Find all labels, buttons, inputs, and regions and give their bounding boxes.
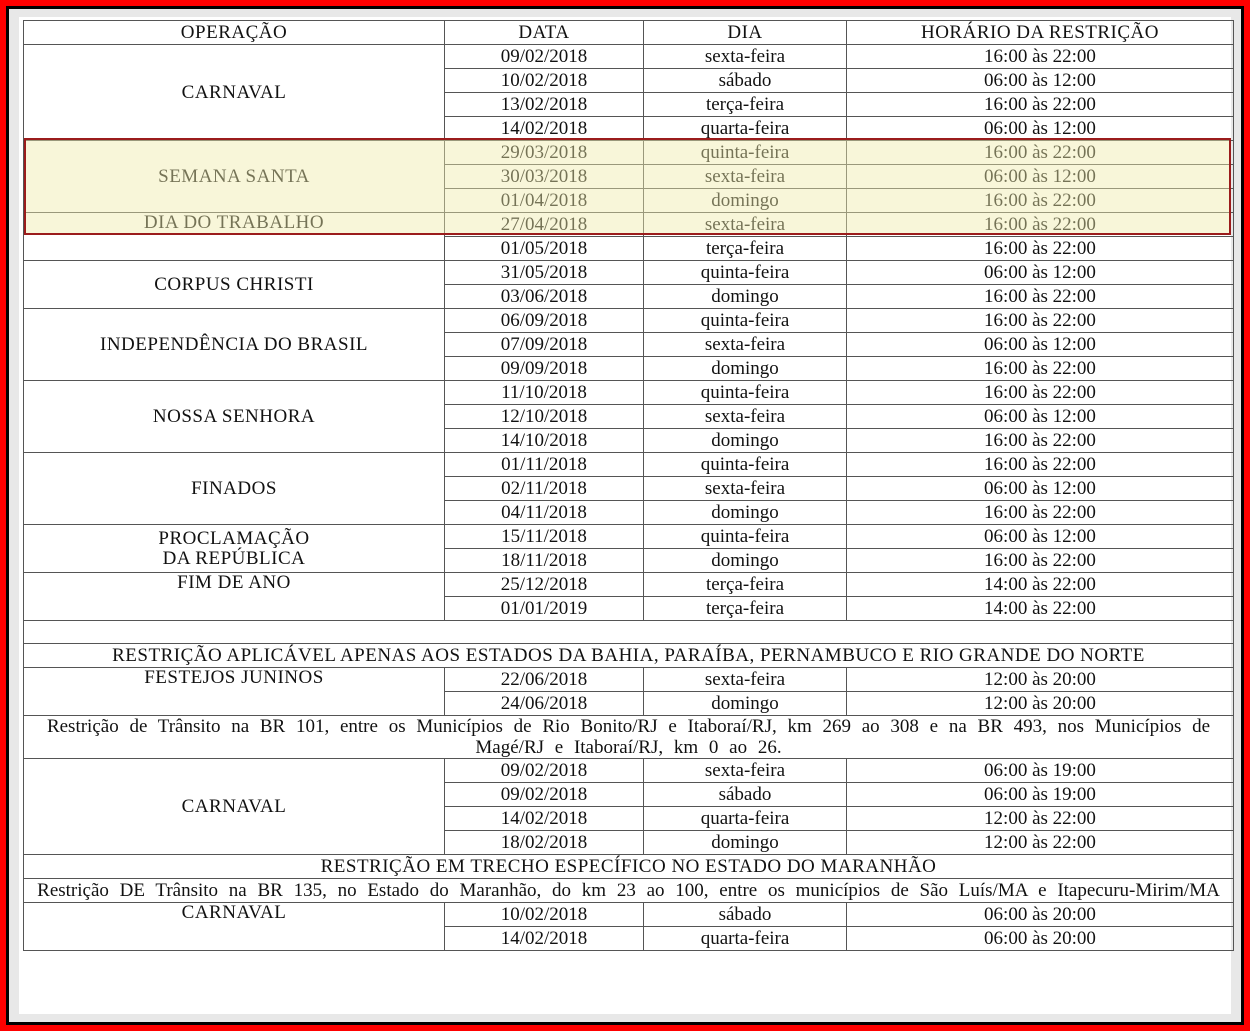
restriction-table	[23, 20, 1234, 951]
table-row	[24, 45, 1234, 69]
time-cell: 06:00 às 12:00	[847, 525, 1234, 549]
date-cell: 12/10/2018	[445, 405, 644, 429]
day-cell: terça-feira	[644, 573, 847, 597]
header-row	[24, 21, 1234, 45]
date-cell: 25/12/2018	[445, 573, 644, 597]
date-cell: 09/02/2018	[445, 759, 644, 783]
header-dia: DIA	[644, 21, 847, 45]
date-cell: 02/11/2018	[445, 477, 644, 501]
time-cell: 16:00 às 22:00	[847, 237, 1234, 261]
day-cell: quinta-feira	[644, 141, 847, 165]
day-cell: quinta-feira	[644, 309, 847, 333]
time-cell: 16:00 às 22:00	[847, 45, 1234, 69]
section-title-maranhao: RESTRIÇÃO EM TRECHO ESPECÍFICO NO ESTADO DO MARANHÃO	[24, 855, 1234, 879]
operation-name-line: DA REPÚBLICA	[162, 547, 306, 569]
day-cell: terça-feira	[644, 597, 847, 621]
time-cell: 06:00 às 19:00	[847, 759, 1234, 783]
day-cell: domingo	[644, 549, 847, 573]
full-width-row	[24, 879, 1234, 903]
time-cell: 06:00 às 12:00	[847, 69, 1234, 93]
operation-name	[24, 525, 445, 573]
day-cell: quinta-feira	[644, 453, 847, 477]
time-cell: 16:00 às 22:00	[847, 189, 1234, 213]
day-cell: quinta-feira	[644, 381, 847, 405]
operation-name: CARNAVAL	[24, 903, 445, 951]
operation-name: INDEPENDÊNCIA DO BRASIL	[24, 309, 445, 381]
operation-name: CARNAVAL	[24, 45, 445, 141]
time-cell: 06:00 às 12:00	[847, 477, 1234, 501]
note-ma: Restrição DE Trânsito na BR 135, no Estado do Maranhão, do km 23 ao 100, entre os municípios de São Luís/MA e Itapecuru-Mirim/MA	[24, 879, 1234, 903]
day-cell: sábado	[644, 903, 847, 927]
day-cell: sexta-feira	[644, 45, 847, 69]
section-title-states: RESTRIÇÃO APLICÁVEL APENAS AOS ESTADOS DA BAHIA, PARAÍBA, PERNAMBUCO E RIO GRANDE DO NORTE	[24, 644, 1234, 668]
table-row	[24, 213, 1234, 237]
time-cell: 12:00 às 22:00	[847, 831, 1234, 855]
time-cell: 12:00 às 22:00	[847, 807, 1234, 831]
time-cell: 06:00 às 20:00	[847, 903, 1234, 927]
date-cell: 07/09/2018	[445, 333, 644, 357]
operation-name: FINADOS	[24, 453, 445, 525]
header-data: DATA	[445, 21, 644, 45]
date-cell: 01/01/2019	[445, 597, 644, 621]
table-row	[24, 141, 1234, 165]
date-cell: 10/02/2018	[445, 69, 644, 93]
day-cell: domingo	[644, 692, 847, 716]
spacer-row	[24, 621, 1234, 644]
date-cell: 29/03/2018	[445, 141, 644, 165]
time-cell: 16:00 às 22:00	[847, 549, 1234, 573]
day-cell: sexta-feira	[644, 668, 847, 692]
day-cell: domingo	[644, 831, 847, 855]
header-operacao: OPERAÇÃO	[24, 21, 445, 45]
date-cell: 01/05/2018	[445, 237, 644, 261]
time-cell: 06:00 às 19:00	[847, 783, 1234, 807]
day-cell: sexta-feira	[644, 759, 847, 783]
operation-name: FESTEJOS JUNINOS	[24, 668, 445, 716]
date-cell: 14/10/2018	[445, 429, 644, 453]
full-width-row	[24, 621, 1234, 644]
time-cell: 14:00 às 22:00	[847, 597, 1234, 621]
operation-name: NOSSA SENHORA	[24, 381, 445, 453]
date-cell: 14/02/2018	[445, 117, 644, 141]
table-row	[24, 903, 1234, 927]
day-cell: sexta-feira	[644, 213, 847, 237]
full-width-row	[24, 855, 1234, 879]
day-cell: quarta-feira	[644, 807, 847, 831]
date-cell: 01/04/2018	[445, 189, 644, 213]
date-cell: 10/02/2018	[445, 903, 644, 927]
note-rj: Restrição de Trânsito na BR 101, entre os Municípios de Rio Bonito/RJ e Itaboraí/RJ, km 269 ao 308 e na BR 493, nos Municípios de Magé/RJ e Itaboraí/RJ, km 0 ao 26.	[24, 716, 1234, 759]
full-width-row	[24, 644, 1234, 668]
time-cell: 06:00 às 12:00	[847, 405, 1234, 429]
time-cell: 16:00 às 22:00	[847, 357, 1234, 381]
table-row	[24, 573, 1234, 597]
day-cell: sexta-feira	[644, 405, 847, 429]
date-cell: 09/02/2018	[445, 45, 644, 69]
date-cell: 31/05/2018	[445, 261, 644, 285]
operation-name: FIM DE ANO	[24, 573, 445, 621]
time-cell: 16:00 às 22:00	[847, 501, 1234, 525]
table-row	[24, 759, 1234, 783]
date-cell: 13/02/2018	[445, 93, 644, 117]
time-cell: 14:00 às 22:00	[847, 573, 1234, 597]
restriction-table-body	[24, 21, 1234, 951]
table-row	[24, 453, 1234, 477]
date-cell: 27/04/2018	[445, 213, 644, 237]
table-row	[24, 261, 1234, 285]
time-cell: 16:00 às 22:00	[847, 141, 1234, 165]
day-cell: domingo	[644, 285, 847, 309]
date-cell: 18/02/2018	[445, 831, 644, 855]
date-cell: 15/11/2018	[445, 525, 644, 549]
date-cell: 30/03/2018	[445, 165, 644, 189]
operation-name: CORPUS CHRISTI	[24, 261, 445, 309]
day-cell: sexta-feira	[644, 477, 847, 501]
day-cell: domingo	[644, 429, 847, 453]
day-cell: terça-feira	[644, 237, 847, 261]
date-cell: 01/11/2018	[445, 453, 644, 477]
day-cell: domingo	[644, 501, 847, 525]
date-cell: 06/09/2018	[445, 309, 644, 333]
date-cell: 14/02/2018	[445, 927, 644, 951]
time-cell: 16:00 às 22:00	[847, 381, 1234, 405]
operation-name: DIA DO TRABALHO	[24, 213, 445, 261]
date-cell: 22/06/2018	[445, 668, 644, 692]
time-cell: 12:00 às 20:00	[847, 668, 1234, 692]
date-cell: 09/09/2018	[445, 357, 644, 381]
date-cell: 24/06/2018	[445, 692, 644, 716]
header-horario: HORÁRIO DA RESTRIÇÃO	[847, 21, 1234, 45]
time-cell: 06:00 às 12:00	[847, 333, 1234, 357]
time-cell: 16:00 às 22:00	[847, 429, 1234, 453]
operation-name: CARNAVAL	[24, 759, 445, 855]
table-row	[24, 668, 1234, 692]
table-row	[24, 525, 1234, 549]
day-cell: terça-feira	[644, 93, 847, 117]
time-cell: 16:00 às 22:00	[847, 453, 1234, 477]
time-cell: 16:00 às 22:00	[847, 285, 1234, 309]
time-cell: 16:00 às 22:00	[847, 93, 1234, 117]
operation-name-line: PROCLAMAÇÃO	[158, 527, 310, 549]
date-cell: 04/11/2018	[445, 501, 644, 525]
time-cell: 16:00 às 22:00	[847, 309, 1234, 333]
table-row	[24, 381, 1234, 405]
operation-name: SEMANA SANTA	[24, 141, 445, 213]
date-cell: 18/11/2018	[445, 549, 644, 573]
document-page	[19, 17, 1231, 1014]
day-cell: domingo	[644, 189, 847, 213]
full-width-row	[24, 716, 1234, 759]
table-row	[24, 309, 1234, 333]
date-cell: 09/02/2018	[445, 783, 644, 807]
day-cell: quarta-feira	[644, 927, 847, 951]
time-cell: 06:00 às 12:00	[847, 261, 1234, 285]
date-cell: 11/10/2018	[445, 381, 644, 405]
time-cell: 16:00 às 22:00	[847, 213, 1234, 237]
day-cell: sexta-feira	[644, 333, 847, 357]
day-cell: sexta-feira	[644, 165, 847, 189]
day-cell: quinta-feira	[644, 261, 847, 285]
time-cell: 12:00 às 20:00	[847, 692, 1234, 716]
day-cell: quinta-feira	[644, 525, 847, 549]
day-cell: sábado	[644, 69, 847, 93]
day-cell: sábado	[644, 783, 847, 807]
day-cell: quarta-feira	[644, 117, 847, 141]
time-cell: 06:00 às 12:00	[847, 165, 1234, 189]
date-cell: 14/02/2018	[445, 807, 644, 831]
time-cell: 06:00 às 20:00	[847, 927, 1234, 951]
date-cell: 03/06/2018	[445, 285, 644, 309]
day-cell: domingo	[644, 357, 847, 381]
time-cell: 06:00 às 12:00	[847, 117, 1234, 141]
outer-frame	[6, 6, 1244, 1025]
